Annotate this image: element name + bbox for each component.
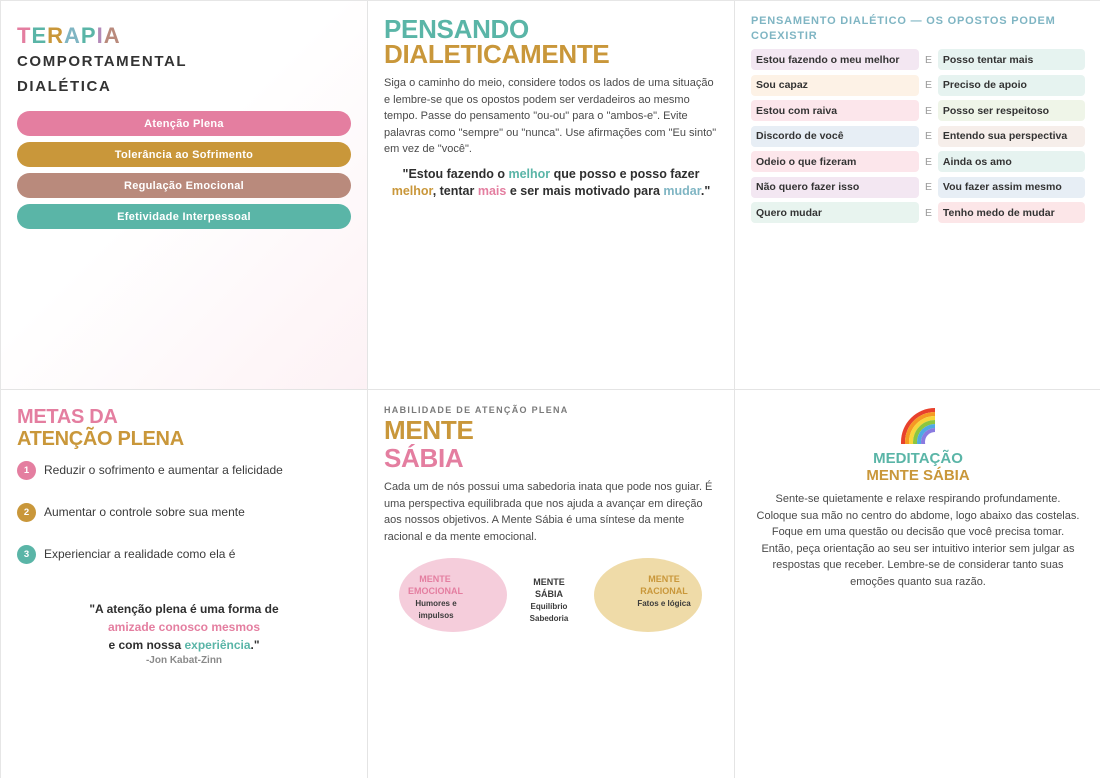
pair-left: Não quero fazer isso (751, 177, 919, 198)
quote-text: que posso e posso fazer (550, 166, 700, 181)
title-line-2: MENTE SÁBIA (866, 467, 970, 484)
pair-left: Estou com raiva (751, 100, 919, 121)
opposites-pairs-list (751, 49, 1085, 223)
emotional-title (408, 573, 462, 597)
pair-connector: E (924, 79, 932, 91)
pair-connector: E (924, 181, 932, 193)
quote-text: , tentar (432, 184, 478, 198)
skill-pill-mindfulness[interactable]: Atenção Plena (17, 111, 351, 136)
pair-row (751, 49, 1085, 70)
pair-connector: E (924, 206, 932, 219)
label-line: MENTE (648, 574, 680, 584)
label-line: impulsos (418, 611, 454, 620)
pair-connector: E (924, 155, 932, 168)
pair-right: Tenho medo de mudar (938, 202, 1085, 223)
title-terapia (17, 23, 351, 49)
title-line-1: MEDITAÇÃO (873, 450, 963, 467)
label-line: EMOCIONAL (408, 586, 463, 596)
title-letter: I (96, 23, 104, 48)
pair-right: Entendo sua perspectiva (938, 126, 1085, 147)
quote-highlight: mais (477, 184, 507, 198)
title-line-1: MENTE (384, 415, 474, 445)
pair-row (751, 202, 1085, 223)
title-letter: A (64, 23, 81, 48)
pair-right: Preciso de apoio (938, 75, 1085, 96)
quote-highlight: mudar (663, 184, 701, 198)
skills-list (17, 111, 351, 229)
label-line: Sabedoria (529, 614, 569, 623)
kabat-zinn-quote (17, 600, 351, 654)
title-line-1: METAS DA (17, 406, 118, 428)
title-line-2: DIALETICAMENTE (384, 39, 610, 69)
quote-highlight: melhor (508, 166, 551, 181)
pair-left: Discordo de você (751, 126, 919, 147)
label-line: Fatos e lógica (637, 599, 691, 608)
goal-number-badge: 1 (17, 461, 36, 480)
quote-text: ." (250, 638, 260, 652)
pair-connector: E (924, 130, 932, 142)
label-line: RACIONAL (640, 586, 688, 596)
quote-line: "A atenção plena é uma forma de (89, 602, 279, 616)
quote-line (17, 636, 351, 654)
goal-item (17, 544, 351, 564)
label-line: Equilíbrio (530, 602, 568, 611)
pair-left: Estou fazendo o meu melhor (751, 49, 919, 70)
goal-text: Aumentar o controle sobre sua mente (44, 505, 245, 519)
quote-text: e ser mais motivado para (506, 184, 664, 198)
title-letter: E (31, 23, 48, 48)
panel-wise-mind-meditation (735, 390, 1100, 778)
panel-opposites-coexist (735, 1, 1100, 390)
title-letter: A (103, 23, 121, 48)
quote-highlight: melhor (391, 184, 433, 198)
skill-pill-emotion-regulation[interactable]: Regulação Emocional (17, 173, 351, 198)
label-line: MENTE (419, 574, 451, 584)
wise-mind-diagram (384, 553, 718, 643)
pair-right: Posso tentar mais (938, 49, 1085, 70)
quote-text: "Estou fazendo o (402, 166, 509, 181)
title-letter: T (17, 23, 32, 48)
pair-connector: E (924, 53, 932, 66)
pair-left: Sou capaz (751, 75, 919, 96)
quote-highlight: experiência (184, 638, 251, 652)
body-paragraph: Cada um de nós possui uma sabedoria inata que pode nos guiar. É uma perspectiva equilibrada que nos ajuda a avançar em direção aos nossos objetivos. A Mente Sábia é uma síntese da mente racional e da mente emocional. (384, 481, 713, 543)
rainbow-icon (901, 408, 935, 444)
quote-author: -Jon Kabat-Zinn (145, 655, 223, 666)
wise-subtitle (524, 601, 574, 625)
panel-mindfulness-goals (1, 390, 368, 778)
section-label: HABILIDADE DE ATENÇÃO PLENA (384, 405, 569, 415)
emotional-subtitle (406, 598, 466, 622)
title-line-1: PENSANDO (384, 14, 529, 44)
goal-number-badge: 2 (17, 503, 36, 522)
label-line: SÁBIA (534, 589, 563, 599)
goal-text: Experienciar a realidade como ela é (44, 547, 236, 561)
pair-right: Posso ser respeitoso (938, 100, 1085, 121)
panel-wise-mind (368, 390, 735, 778)
pair-row (751, 151, 1085, 172)
pair-row (751, 177, 1085, 198)
pair-right: Vou fazer assim mesmo (938, 177, 1085, 198)
quote-highlight: amizade conosco mesmos (107, 620, 261, 634)
body-paragraph: Siga o caminho do meio, considere todos os lados de uma situação e lembre-se que os opostos podem ser verdadeiros ao mesmo tempo. Passe do pensamento "ou-ou" para o "ambos-e". Evite palavras como "sempre" ou "nunca". Use afirmações com "Eu sinto" em vez de "você". (384, 77, 717, 155)
body-paragraph: Sente-se quietamente e relaxe respirando profundamente. Coloque sua mão no centro do abdome, logo abaixo das costelas. Foque em uma questão ou decisão que você precisa tomar. Então, peça orientação ao seu ser intuitivo interior sem julgar as respostas que receber. Lembre-se de considerar tanto suas emoções quanto sua razão. (756, 493, 1080, 588)
section-label: PENSAMENTO DIALÉTICO — OS OPOSTOS PODEM COEXISTIR (751, 15, 1056, 42)
title-letter: P (80, 23, 97, 48)
goals-list (17, 460, 351, 564)
quote-text: e com nossa (108, 638, 185, 652)
title-line-2: ATENÇÃO PLENA (17, 428, 184, 450)
skill-pill-distress-tolerance[interactable]: Tolerância ao Sofrimento (17, 142, 351, 167)
label-line: MENTE (533, 577, 565, 587)
title-letter: R (47, 23, 65, 48)
goal-item (17, 460, 351, 480)
wise-title (524, 576, 574, 600)
rational-title (636, 573, 692, 597)
motivational-quote (384, 166, 718, 201)
pair-row (751, 75, 1085, 96)
panel-dialectical-thinking (368, 1, 735, 390)
subtitle-line-2: DIALÉTICA (17, 78, 112, 95)
title-line-2: SÁBIA (384, 443, 464, 473)
goal-number-badge: 3 (17, 545, 36, 564)
pair-row (751, 126, 1085, 147)
panel-dbt-title (1, 1, 368, 390)
pair-row (751, 100, 1085, 121)
label-line: Humores e (415, 599, 457, 608)
rational-subtitle (632, 598, 696, 610)
goal-text: Reduzir o sofrimento e aumentar a felicidade (44, 463, 283, 477)
pair-right: Ainda os amo (938, 151, 1085, 172)
quote-text: ." (700, 184, 711, 198)
subtitle-line-1: COMPORTAMENTAL (17, 53, 188, 70)
pair-left: Odeio o que fizeram (751, 151, 919, 172)
pair-connector: E (924, 104, 932, 117)
goal-item (17, 502, 351, 522)
skill-pill-interpersonal-effectiveness[interactable]: Efetividade Interpessoal (17, 204, 351, 229)
pair-left: Quero mudar (751, 202, 919, 223)
